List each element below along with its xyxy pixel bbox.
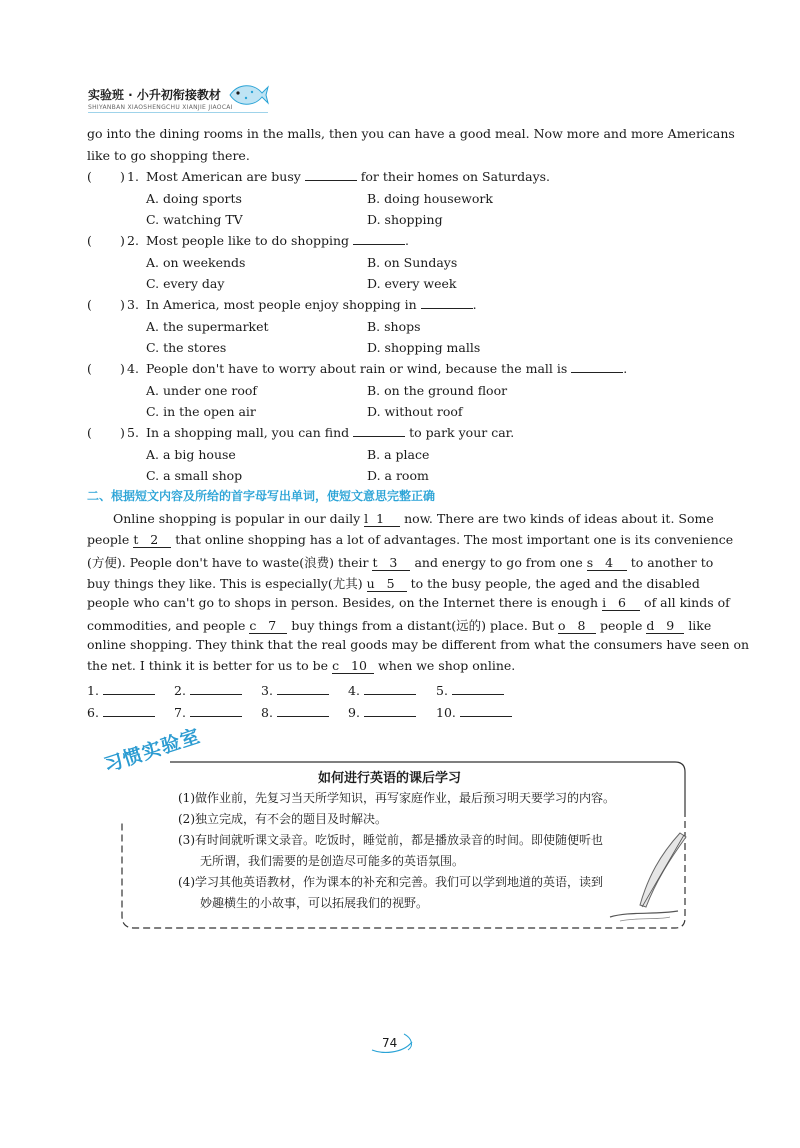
answer-paren-close: )	[120, 297, 125, 312]
question-blank[interactable]	[305, 180, 357, 181]
tip-item: (2)独立完成，有不会的题目及时解决。	[178, 812, 387, 826]
option-d[interactable]: D. without roof	[367, 404, 463, 419]
option-d[interactable]: D. a room	[367, 468, 429, 483]
option-a[interactable]: A. a big house	[146, 447, 236, 462]
answer-paren-close: )	[120, 425, 125, 440]
option-a[interactable]: A. under one roof	[146, 383, 258, 398]
cloze-blank-3[interactable]: t 3	[372, 556, 410, 571]
answer-paren-close: )	[120, 233, 125, 248]
answer-slot: 4.	[348, 682, 416, 698]
cloze-line: online shopping. They think that the real goods may be different from what the consumers have seen on	[87, 637, 750, 652]
question-blank[interactable]	[353, 436, 405, 437]
cloze-blank-2[interactable]: t 2	[133, 533, 171, 548]
question-number: 3.	[127, 297, 139, 312]
answer-slot: 3.	[261, 682, 329, 698]
cloze-line: (方便). People don't have to waste(浪费) their t 3 and energy to go from one s 4 to another to	[87, 555, 714, 570]
answer-paren-open[interactable]: (	[87, 169, 92, 184]
answer-slot: 1.	[87, 682, 155, 698]
question-stem: In a shopping mall, you can find to park your car.	[146, 425, 515, 440]
answer-slot: 7.	[174, 704, 242, 720]
answer-line[interactable]	[277, 704, 329, 717]
question-blank[interactable]	[571, 372, 623, 373]
answer-line[interactable]	[277, 682, 329, 695]
tip-item: (3)有时间就听课文录音。吃饭时，睡觉前，都是播放录音的时间。即使随便听也	[178, 833, 604, 847]
answer-line[interactable]	[364, 704, 416, 717]
tip-item: 无所谓，我们需要的是创造尽可能多的英语氛围。	[200, 854, 465, 868]
answer-slot: 8.	[261, 704, 329, 720]
answer-line[interactable]	[190, 704, 242, 717]
answer-line[interactable]	[190, 682, 242, 695]
page-number-swirl-icon	[368, 1030, 418, 1056]
question-number: 1.	[127, 169, 139, 184]
question-number: 5.	[127, 425, 139, 440]
answer-paren-close: )	[120, 361, 125, 376]
option-c[interactable]: C. the stores	[146, 340, 227, 355]
quill-pen-icon	[600, 825, 700, 925]
option-b[interactable]: B. doing housework	[367, 191, 493, 206]
cloze-line: people t 2 that online shopping has a lot of advantages. The most important one is its convenience	[87, 532, 734, 547]
question-stem: Most American are busy for their homes on Saturdays.	[146, 169, 551, 184]
cloze-line: Online shopping is popular in our daily l 1 now. There are two kinds of ideas about it. Some	[113, 511, 714, 526]
cloze-line: the net. I think it is better for us to be c 10 when we shop online.	[87, 658, 516, 673]
tips-banner: 习惯实验室	[101, 724, 204, 777]
answer-line[interactable]	[364, 682, 416, 695]
answer-slot: 9.	[348, 704, 416, 720]
header-title: 实验班 · 小升初衔接教材	[88, 88, 221, 102]
option-b[interactable]: B. shops	[367, 319, 421, 334]
cloze-blank-1[interactable]: l 1	[364, 512, 400, 527]
cloze-blank-5[interactable]: u 5	[367, 577, 407, 592]
option-a[interactable]: A. doing sports	[146, 191, 242, 206]
question-number: 2.	[127, 233, 139, 248]
cloze-blank-10[interactable]: c 10	[332, 659, 374, 674]
header-subtitle: SHIYANBAN XIAOSHENGCHU XIANJIE JIAOCAI	[88, 104, 233, 111]
cloze-line: commodities, and people c 7 buy things from a distant(远的) place. But o 8 people d 9 like	[87, 618, 712, 633]
answer-paren-open[interactable]: (	[87, 297, 92, 312]
answer-slot: 5.	[436, 682, 504, 698]
fish-logo-icon	[226, 80, 270, 110]
answer-line[interactable]	[103, 682, 155, 695]
answer-slot: 6.	[87, 704, 155, 720]
answer-paren-open[interactable]: (	[87, 425, 92, 440]
option-b[interactable]: B. on Sundays	[367, 255, 458, 270]
option-b[interactable]: B. a place	[367, 447, 430, 462]
passage-line: like to go shopping there.	[87, 148, 250, 163]
header	[88, 86, 233, 111]
option-c[interactable]: C. watching TV	[146, 212, 243, 227]
cloze-blank-9[interactable]: d 9	[646, 619, 684, 634]
cloze-blank-7[interactable]: c 7	[249, 619, 287, 634]
option-c[interactable]: C. a small shop	[146, 468, 243, 483]
cloze-blank-8[interactable]: o 8	[558, 619, 596, 634]
question-blank[interactable]	[421, 308, 473, 309]
page-number: 74	[382, 1036, 398, 1050]
cloze-blank-4[interactable]: s 4	[587, 556, 627, 571]
answer-paren-open[interactable]: (	[87, 233, 92, 248]
tips-title: 如何进行英语的课后学习	[318, 771, 462, 786]
cloze-blank-6[interactable]: i 6	[602, 596, 640, 611]
answer-slot: 10.	[436, 704, 512, 720]
answer-paren-close: )	[120, 169, 125, 184]
option-a[interactable]: A. the supermarket	[146, 319, 269, 334]
question-stem: Most people like to do shopping .	[146, 233, 410, 248]
answer-line[interactable]	[460, 704, 512, 717]
section-2-heading: 二、根据短文内容及所给的首字母写出单词，使短文意思完整正确	[87, 489, 436, 503]
passage-line: go into the dining rooms in the malls, then you can have a good meal. Now more and more Americans	[87, 126, 735, 141]
cloze-line: people who can't go to shops in person. Besides, on the Internet there is enough i 6 of all kinds of	[87, 595, 730, 610]
question-blank[interactable]	[353, 244, 405, 245]
answer-line[interactable]	[452, 682, 504, 695]
option-d[interactable]: D. shopping	[367, 212, 443, 227]
tip-item: (1)做作业前，先复习当天所学知识，再写家庭作业，最后预习明天要学习的内容。	[178, 791, 616, 805]
header-rule	[88, 112, 268, 113]
tip-item: 妙趣横生的小故事，可以拓展我们的视野。	[200, 896, 429, 910]
option-a[interactable]: A. on weekends	[146, 255, 246, 270]
question-number: 4.	[127, 361, 139, 376]
option-b[interactable]: B. on the ground floor	[367, 383, 508, 398]
option-d[interactable]: D. every week	[367, 276, 457, 291]
answer-line[interactable]	[103, 704, 155, 717]
option-c[interactable]: C. every day	[146, 276, 225, 291]
answer-slot: 2.	[174, 682, 242, 698]
question-stem: People don't have to worry about rain or wind, because the mall is .	[146, 361, 628, 376]
answer-paren-open[interactable]: (	[87, 361, 92, 376]
cloze-line: buy things they like. This is especially(尤其) u 5 to the busy people, the aged and the disabled	[87, 576, 700, 591]
tip-item: (4)学习其他英语教材，作为课本的补充和完善。我们可以学到地道的英语，读到	[178, 875, 604, 889]
option-d[interactable]: D. shopping malls	[367, 340, 481, 355]
option-c[interactable]: C. in the open air	[146, 404, 256, 419]
question-stem: In America, most people enjoy shopping in .	[146, 297, 477, 312]
